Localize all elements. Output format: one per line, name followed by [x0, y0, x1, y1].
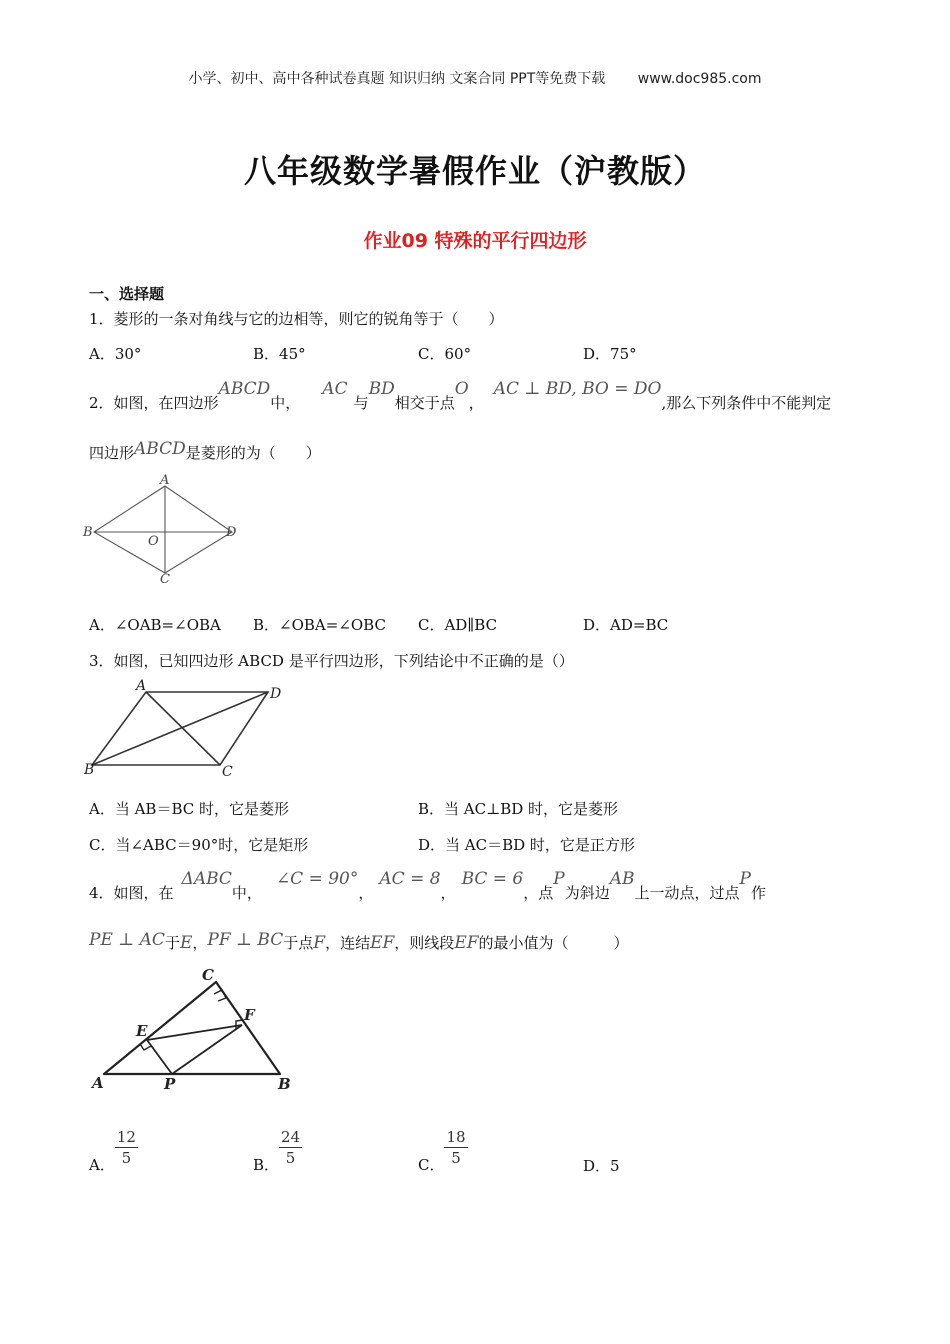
q2-math-bd: BD — [368, 379, 395, 399]
q4-text-4: ， — [440, 884, 456, 902]
q4-option-b-fraction — [279, 1128, 302, 1167]
q4-label-e: E — [136, 1022, 148, 1040]
q4-text-6: 为斜边 — [564, 884, 610, 902]
question-2-line-2 — [89, 439, 321, 463]
q2-label-d: D — [226, 525, 237, 540]
q4-option-c-letter: C． — [418, 1155, 445, 1174]
q4-option-a-fraction — [115, 1128, 138, 1167]
q4-label-a: A — [92, 1074, 104, 1092]
q4-text-2: 中， — [231, 884, 262, 902]
q2-text-4: 相交于点 — [394, 394, 455, 412]
page-header — [0, 68, 950, 88]
q4-math-angle: ∠C = 90° — [275, 869, 359, 889]
q2-text-6: ,那么下列条件中不能判定 — [661, 394, 832, 412]
q4-option-b-num: 24 — [281, 1128, 301, 1146]
q4-math-ab: AB — [609, 869, 635, 889]
page-title: 八年级数学暑假作业（沪教版） — [243, 152, 706, 190]
q3-label-d: D — [270, 686, 282, 702]
q4-option-c-fraction — [444, 1128, 467, 1167]
q2-text-2: 中， — [270, 394, 301, 412]
q4-math-p-2: P — [739, 869, 751, 889]
q4-math-e: E — [179, 933, 193, 953]
q4-label-f: F — [244, 1006, 255, 1024]
q4-text-14: 的最小值为（ ） — [478, 934, 629, 952]
q2-text-5: ， — [468, 394, 484, 412]
q4-option-b[interactable] — [253, 1128, 302, 1174]
q4-text-10: ， — [192, 934, 208, 952]
q4-option-a[interactable] — [89, 1128, 138, 1174]
q1-option-c[interactable]: C．60° — [418, 345, 472, 363]
q3-option-b[interactable]: B．当 AC⊥BD 时，它是菱形 — [418, 800, 619, 818]
q4-text-13: ，则线段 — [394, 934, 455, 952]
question-1-text: 1．菱形的一条对角线与它的边相等，则它的锐角等于（ ） — [89, 310, 504, 328]
q4-math-bc: BC = 6 — [461, 869, 524, 889]
q4-option-c-den: 5 — [451, 1149, 461, 1167]
q4-text-5: ，点 — [523, 884, 554, 902]
q2-label-c: C — [160, 572, 170, 585]
q4-math-triangle: ΔABC — [181, 869, 232, 889]
q4-label-b: B — [278, 1075, 291, 1093]
q2-label-b: B — [83, 525, 93, 540]
question-4-line-2 — [89, 932, 629, 953]
q4-math-ef-2: EF — [454, 933, 479, 953]
q4-option-d[interactable]: D．5 — [583, 1157, 620, 1175]
q4-text-8: 作 — [750, 884, 766, 902]
q2-text-7: 四边形 — [89, 444, 135, 462]
q4-text-1: 4．如图，在 — [89, 884, 174, 902]
q2-rhombus-figure — [82, 470, 252, 585]
page-subtitle: 作业09 特殊的平行四边形 — [363, 230, 587, 252]
q4-option-a-den: 5 — [121, 1149, 132, 1167]
q4-text-11: 于点 — [283, 934, 314, 952]
q4-label-c: C — [202, 966, 214, 984]
q2-label-o: O — [148, 534, 159, 549]
question-3-text: 3．如图，已知四边形 ABCD 是平行四边形，下列结论中不正确的是（） — [89, 652, 574, 670]
q4-math-ac: AC = 8 — [379, 869, 441, 889]
q4-option-a-num: 12 — [116, 1128, 136, 1146]
q3-label-a: A — [136, 678, 147, 694]
q2-math-condition: AC ⊥ BD, BO = DO — [493, 379, 662, 399]
q3-parallelogram-figure — [82, 676, 292, 780]
q4-math-f: F — [313, 933, 326, 953]
q2-math-o: O — [454, 379, 469, 399]
q1-option-a[interactable]: A．30° — [89, 345, 142, 363]
q4-option-c[interactable] — [418, 1128, 468, 1174]
q4-text-9: 于 — [164, 934, 180, 952]
q2-option-a[interactable]: A．∠OAB=∠OBA — [89, 616, 221, 634]
q2-label-a: A — [160, 473, 170, 488]
q2-text-8: 是菱形的为（ ） — [185, 444, 321, 462]
q4-option-b-letter: B． — [253, 1155, 280, 1174]
q4-math-pe-ac: PE ⊥ AC — [89, 930, 165, 950]
question-2-line-1 — [89, 379, 832, 413]
q4-option-a-letter: A． — [89, 1155, 115, 1174]
q2-option-c[interactable]: C．AD∥BC — [418, 616, 498, 634]
q3-label-c: C — [222, 764, 233, 780]
q2-option-d[interactable]: D．AD=BC — [583, 616, 669, 634]
q3-option-a[interactable]: A．当 AB＝BC 时，它是菱形 — [89, 800, 290, 818]
q2-option-b[interactable]: B．∠OBA=∠OBC — [253, 616, 386, 634]
q1-option-d[interactable]: D．75° — [583, 345, 637, 363]
section-heading: 一、选择题 — [89, 285, 165, 303]
q1-option-b[interactable]: B．45° — [253, 345, 306, 363]
q2-text-1: 2．如图，在四边形 — [89, 394, 219, 412]
q4-option-b-den: 5 — [285, 1149, 296, 1167]
q4-text-7: 上一动点，过点 — [634, 884, 740, 902]
q3-option-c[interactable]: C．当∠ABC＝90°时，它是矩形 — [89, 836, 309, 854]
header-text: 小学、初中、高中各种试卷真题 知识归纳 文案合同 PPT等免费下载 — [188, 71, 606, 87]
q3-option-d[interactable]: D．当 AC＝BD 时，它是正方形 — [418, 836, 635, 854]
question-4-line-1 — [89, 869, 766, 903]
q4-text-12: ，连结 — [325, 934, 371, 952]
q4-text-3: ， — [358, 884, 374, 902]
q3-label-b: B — [84, 762, 95, 778]
q4-triangle-figure — [84, 962, 304, 1098]
q4-label-p: P — [164, 1075, 176, 1093]
q4-math-pf-bc: PF ⊥ BC — [207, 930, 284, 950]
q2-text-3: 与 — [353, 394, 369, 412]
q2-math-ac: AC — [322, 379, 348, 399]
q4-option-c-num: 18 — [446, 1128, 466, 1146]
header-site-link[interactable]: www.doc985.com — [637, 71, 762, 87]
q4-math-ef: EF — [370, 933, 395, 953]
q2-math-abcd-2: ABCD — [134, 439, 186, 459]
q4-math-p: P — [553, 869, 565, 889]
q2-math-abcd: ABCD — [218, 379, 271, 399]
